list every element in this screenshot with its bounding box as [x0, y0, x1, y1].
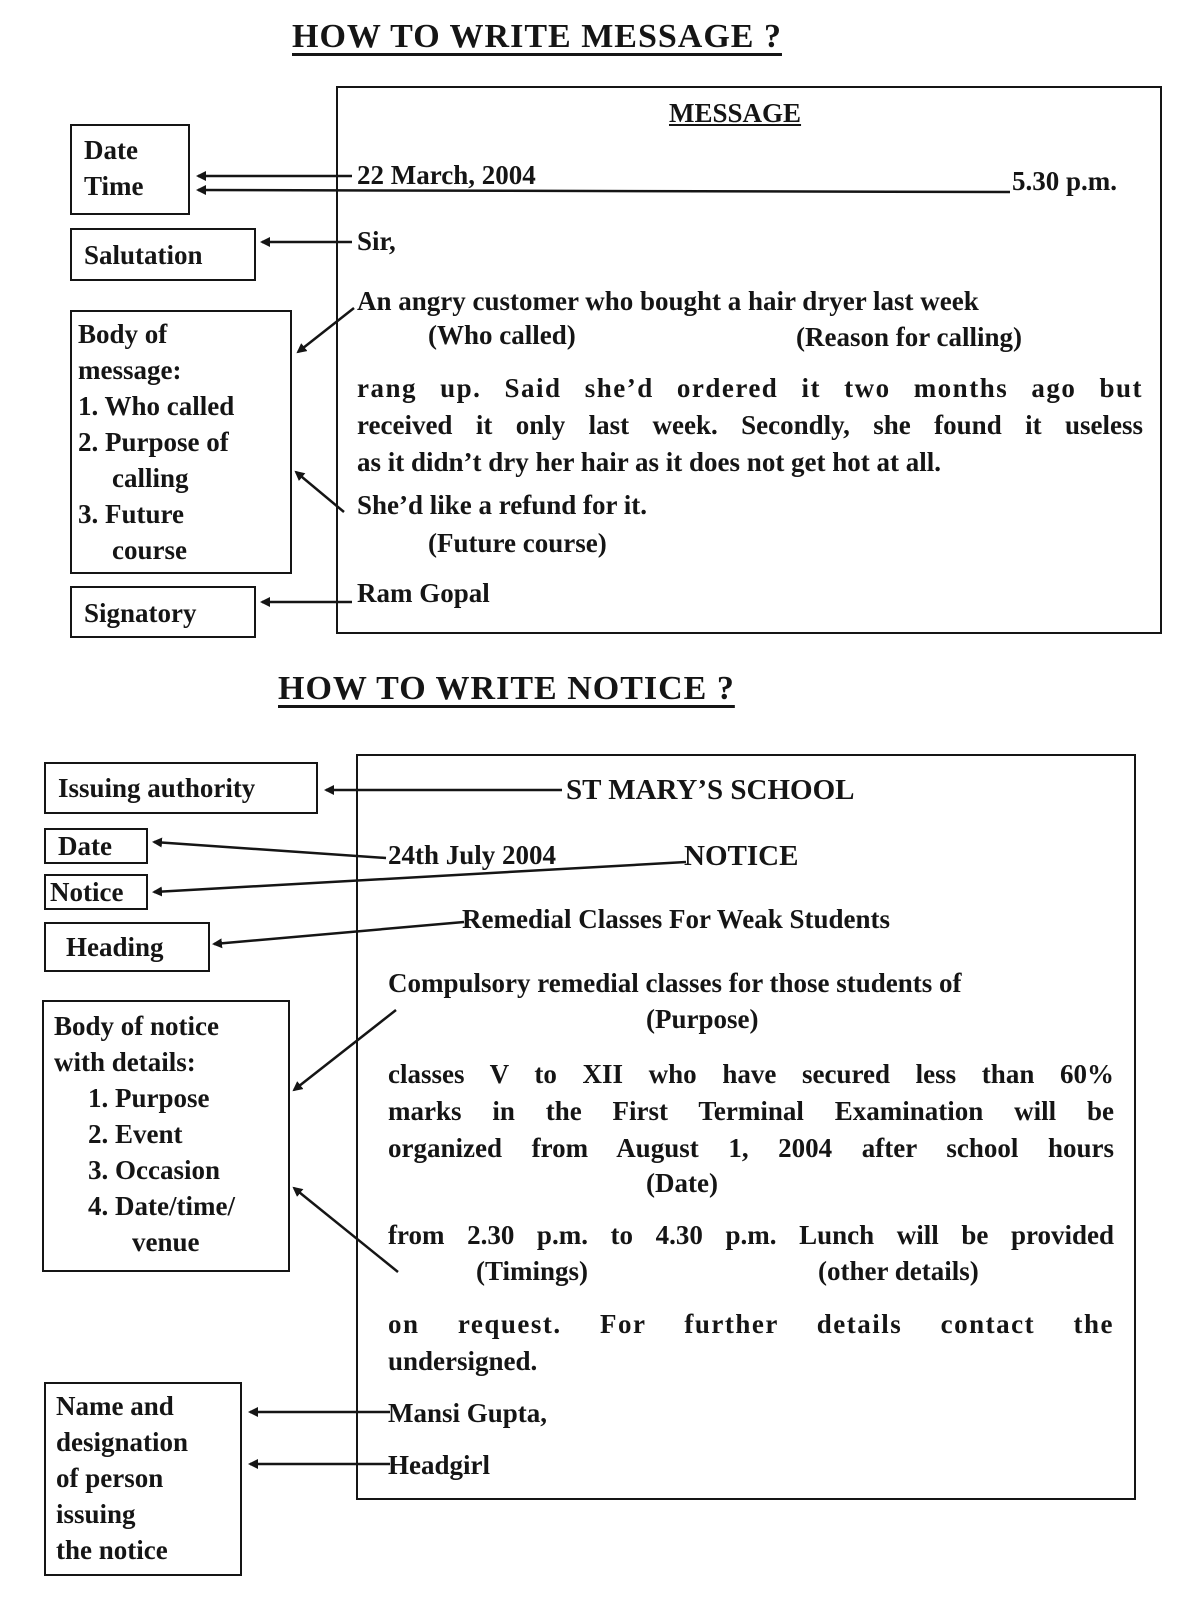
annotation-future-course: (Future course)	[428, 528, 607, 558]
arrow-notice-body-bottom	[294, 1188, 398, 1272]
body-label-line: message:	[78, 355, 182, 385]
message-request: She’d like a refund for it.	[357, 490, 648, 520]
message-salutation: Sir,	[357, 226, 396, 256]
arrow-heading	[214, 922, 464, 944]
notice-issuer-designation: Headgirl	[388, 1450, 490, 1480]
arrow-time	[198, 190, 1010, 192]
notice-body-label-line: 2. Event	[88, 1119, 183, 1149]
message-paragraph-line: rang up. Said she’d ordered it two months ago but	[357, 373, 1143, 403]
school-name: ST MARY’S SCHOOL	[566, 774, 855, 806]
message-signatory: Ram Gopal	[357, 578, 490, 608]
salutation-label: Salutation	[70, 228, 256, 281]
arrow-body-bottom	[296, 472, 344, 512]
name-label-line: designation	[56, 1427, 189, 1457]
notice-paragraph-line: classes V to XII who have secured less than 60%	[388, 1059, 1114, 1089]
message-first-line: An angry customer who bought a hair dryer last week	[357, 286, 979, 316]
issuing-authority-label: Issuing authority	[44, 762, 318, 814]
notice-body-label-line: 3. Occasion	[88, 1155, 220, 1185]
message-date: 22 March, 2004	[357, 160, 536, 190]
notice-closing-line: undersigned.	[388, 1346, 538, 1376]
message-section-title: HOW TO WRITE MESSAGE ?	[292, 18, 782, 55]
notice-first-line: Compulsory remedial classes for those students of	[388, 968, 962, 998]
message-paragraph-line: received it only last week. Secondly, she found it useless	[357, 410, 1143, 440]
notice-body-label-line: with details:	[54, 1047, 196, 1077]
message-time: 5.30 p.m.	[1012, 166, 1118, 196]
notice-paragraph-line: organized from August 1, 2004 after school hours	[388, 1133, 1114, 1163]
notice-label: Notice	[44, 874, 148, 910]
body-label-line: calling	[112, 463, 189, 493]
name-label-line: issuing	[56, 1499, 136, 1529]
body-label-line: 3. Future	[78, 499, 184, 529]
annotation-other-details: (other details)	[818, 1256, 979, 1286]
name-label-line: Name and	[56, 1391, 174, 1421]
body-label-line: Body of	[78, 319, 168, 349]
time-label-text: Time	[84, 171, 144, 201]
annotation-purpose: (Purpose)	[646, 1004, 759, 1034]
heading-label: Heading	[44, 922, 210, 972]
notice-date: 24th July 2004	[388, 840, 557, 870]
notice-issuer-name: Mansi Gupta,	[388, 1398, 548, 1428]
notice-timing-line: from 2.30 p.m. to 4.30 p.m. Lunch will be provided	[388, 1220, 1114, 1250]
annotation-timings: (Timings)	[476, 1256, 589, 1286]
notice-section-title: HOW TO WRITE NOTICE ?	[278, 670, 735, 707]
body-label-line: 2. Purpose of	[78, 427, 229, 457]
notice-body-label-line: Body of notice	[54, 1011, 219, 1041]
arrow-notice-date	[154, 842, 386, 858]
notice-heading: Remedial Classes For Weak Students	[462, 904, 891, 934]
name-label-line: of person	[56, 1463, 164, 1493]
signatory-label: Signatory	[70, 586, 256, 638]
name-label-line: the notice	[56, 1535, 168, 1565]
arrow-notice	[154, 862, 686, 892]
message-paragraph-line: as it didn’t dry her hair as it does not get hot at all.	[357, 447, 942, 477]
body-label-line: course	[112, 535, 187, 565]
notice-body-label-line: venue	[132, 1227, 200, 1257]
notice-paragraph-line: marks in the First Terminal Examination will be	[388, 1096, 1114, 1126]
arrow-notice-body-top	[294, 1010, 396, 1090]
body-label-line: 1. Who called	[78, 391, 235, 421]
notice-word: NOTICE	[684, 840, 799, 872]
date-label-text: Date	[84, 135, 138, 165]
annotation-who-called: (Who called)	[428, 320, 576, 350]
annotation-reason: (Reason for calling)	[796, 322, 1022, 352]
arrow-body-top	[298, 308, 354, 352]
message-heading: MESSAGE	[669, 98, 802, 128]
notice-body-label-line: 4. Date/time/	[88, 1191, 235, 1221]
notice-body-label-line: 1. Purpose	[88, 1083, 210, 1113]
notice-closing-line: on request. For further details contact the	[388, 1309, 1114, 1339]
notice-date-label: Date	[44, 828, 148, 864]
annotation-date: (Date)	[646, 1168, 718, 1198]
